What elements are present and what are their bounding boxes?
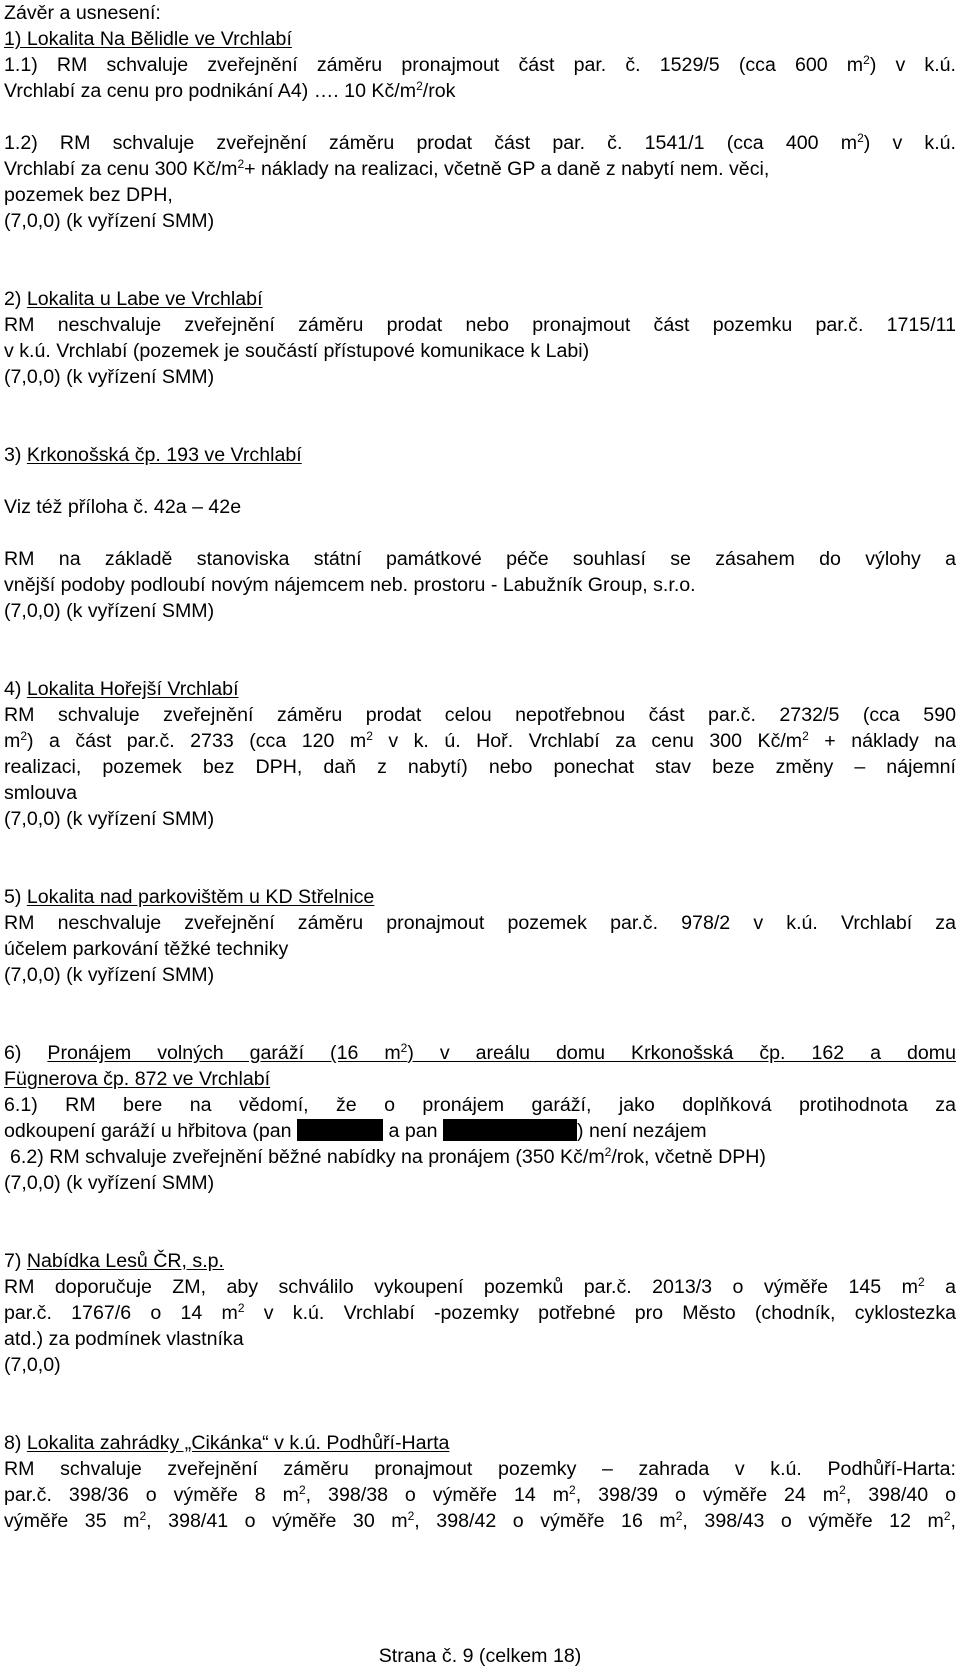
section-2-line-2: v k.ú. Vrchlabí (pozemek je součástí přístupové komunikace k Labi) [4,340,590,362]
spacer [4,1222,956,1248]
section-7-line-3: atd.) za podmínek vlastníka [4,1328,244,1350]
document-page [4,0,956,1534]
section-4-line-1: RM schvaluje zveřejnění záměru prodat celou nepotřebnou část par.č. 2732/5 (cca 590 [4,704,956,726]
section-1-2-line-2: Vrchlabí za cenu 300 $Kč/m^2+$ náklady na realizaci, včetně GP a daně z nabytí nem. věci, [4,157,770,180]
spacer [4,1378,956,1404]
section-6-1-line-2: odkoupení garáží u hřbitova (pan a pan ) není nezájem [4,1120,707,1142]
spacer [4,390,956,416]
section-4-line-3: realizaci, pozemek bez DPH, daň z nabytí) nebo ponechat stav beze změny – nájemní [4,756,956,778]
section-5-line-1: RM neschvaluje zveřejnění záměru pronajmout pozemek par.č. 978/2 v k.ú. Vrchlabí za [4,912,956,934]
section-6-title-line-1: 6) Pronájem volných garáží (16 $m^2$) v areálu domu Krkonošská čp. 162 a domu [4,1041,956,1064]
spacer [4,858,956,884]
spacer [4,234,956,260]
section-3-see-also: Viz též příloha č. 42a – 42e [4,496,242,518]
spacer [4,650,956,676]
section-6-2-line: 6.2) RM schvaluje zveřejnění běžné nabídky na pronájem (350 $Kč/m^2$/rok, včetně DPH) [10,1145,766,1168]
spacer [4,468,956,494]
section-4-vote: (7,0,0) (k vyřízení SMM) [4,808,215,830]
section-1-2-line-1: 1.2) RM schvaluje zveřejnění záměru prodat část par. č. 1541/1 (cca 400 $m^2$) v k.ú. [4,131,956,154]
spacer [4,832,956,858]
redacted-name-2 [443,1119,577,1141]
section-2-line-1: RM neschvaluje zveřejnění záměru prodat nebo pronajmout část pozemku par.č. 1715/11 [4,314,956,336]
section-8-line-3: výměře 35 $m^2$, 398/41 o výměře 30 $m^2$, 398/42 o výměře 16 $m^2$, 398/43 o výměře 12 $m^2$, [4,1509,956,1532]
spacer [4,1404,956,1430]
section-2-title: 2) Lokalita u Labe ve Vrchlabí [4,288,263,310]
section-6-vote: (7,0,0) (k vyřízení SMM) [4,1172,215,1194]
section-1-1-line-1: 1.1) RM schvaluje zveřejnění záměru pronajmout část par. č. 1529/5 (cca 600 $m^2$) v k.ú. [4,53,957,76]
section-4-line-4: smlouva [4,782,77,804]
section-3-title: 3) Krkonošská čp. 193 ve Vrchlabí [4,444,302,466]
section-5-title: 5) Lokalita nad parkovištěm u KD Střelnice [4,886,375,908]
spacer [4,624,956,650]
section-3-vote: (7,0,0) (k vyřízení SMM) [4,600,215,622]
section-7-vote: (7,0,0) [4,1354,61,1376]
section-1-1-line-2: Vrchlabí za cenu pro podnikání A4) …. 10 $Kč/m^2$/rok [4,79,456,102]
section-1-vote: (7,0,0) (k vyřízení SMM) [4,210,215,232]
section-header: Závěr a usnesení: [4,2,161,24]
spacer [4,104,956,130]
spacer [4,260,956,286]
page-footer: Strana č. 9 (celkem 18) [378,1645,582,1667]
section-1-title: 1) Lokalita Na Bělidle ve Vrchlabí [4,28,292,50]
section-6-1-line-1: 6.1) RM bere na vědomí, že o pronájem garáží, jako doplňková protihodnota za [4,1094,956,1116]
section-4-line-2: $m^2$) a část par.č. 2733 (cca 120 $m^2$ v k. ú. Hoř. Vrchlabí za cenu 300 $Kč/m^2$ + náklady na [4,729,957,752]
section-7-line-1: RM doporučuje ZM, aby schválilo vykoupení pozemků par.č. 2013/3 o výměře 145 $m^2$ a [4,1275,956,1298]
section-5-vote: (7,0,0) (k vyřízení SMM) [4,964,215,986]
section-1-2-line-3: pozemek bez DPH, [4,184,173,206]
spacer [4,520,956,546]
spacer [4,1196,956,1222]
spacer [4,1014,956,1040]
redacted-name-1 [297,1119,383,1141]
section-7-title: 7) Nabídka Lesů ČR, s.p. [4,1250,224,1272]
section-3-line-2: vnější podoby podloubí novým nájemcem neb. prostoru - Labužník Group, s.r.o. [4,574,696,596]
section-2-vote: (7,0,0) (k vyřízení SMM) [4,366,215,388]
section-3-line-1: RM na základě stanoviska státní památkové péče souhlasí se zásahem do výlohy a [4,548,956,570]
section-8-line-2: par.č. 398/36 o výměře 8 $m^2$, 398/38 o výměře 14 $m^2$, 398/39 o výměře 24 $m^2$, 398/40 o [4,1483,956,1506]
spacer [4,988,956,1014]
section-8-title: 8) Lokalita zahrádky „Cikánka“ v k.ú. Podhůří-Harta [4,1432,450,1454]
spacer [4,416,956,442]
section-5-line-2: účelem parkování těžké techniky [4,938,289,960]
section-6-title-line-2: Fügnerova čp. 872 ve Vrchlabí [4,1068,271,1090]
section-7-line-2: par.č. 1767/6 o 14 $m^2$ v k.ú. Vrchlabí -pozemky potřebné pro Město (chodník, cyklostezka [4,1301,957,1324]
section-8-line-1: RM schvaluje zveřejnění záměru pronajmout pozemky – zahrada v k.ú. Podhůří-Harta: [4,1458,956,1480]
section-4-title: 4) Lokalita Hořejší Vrchlabí [4,678,239,700]
